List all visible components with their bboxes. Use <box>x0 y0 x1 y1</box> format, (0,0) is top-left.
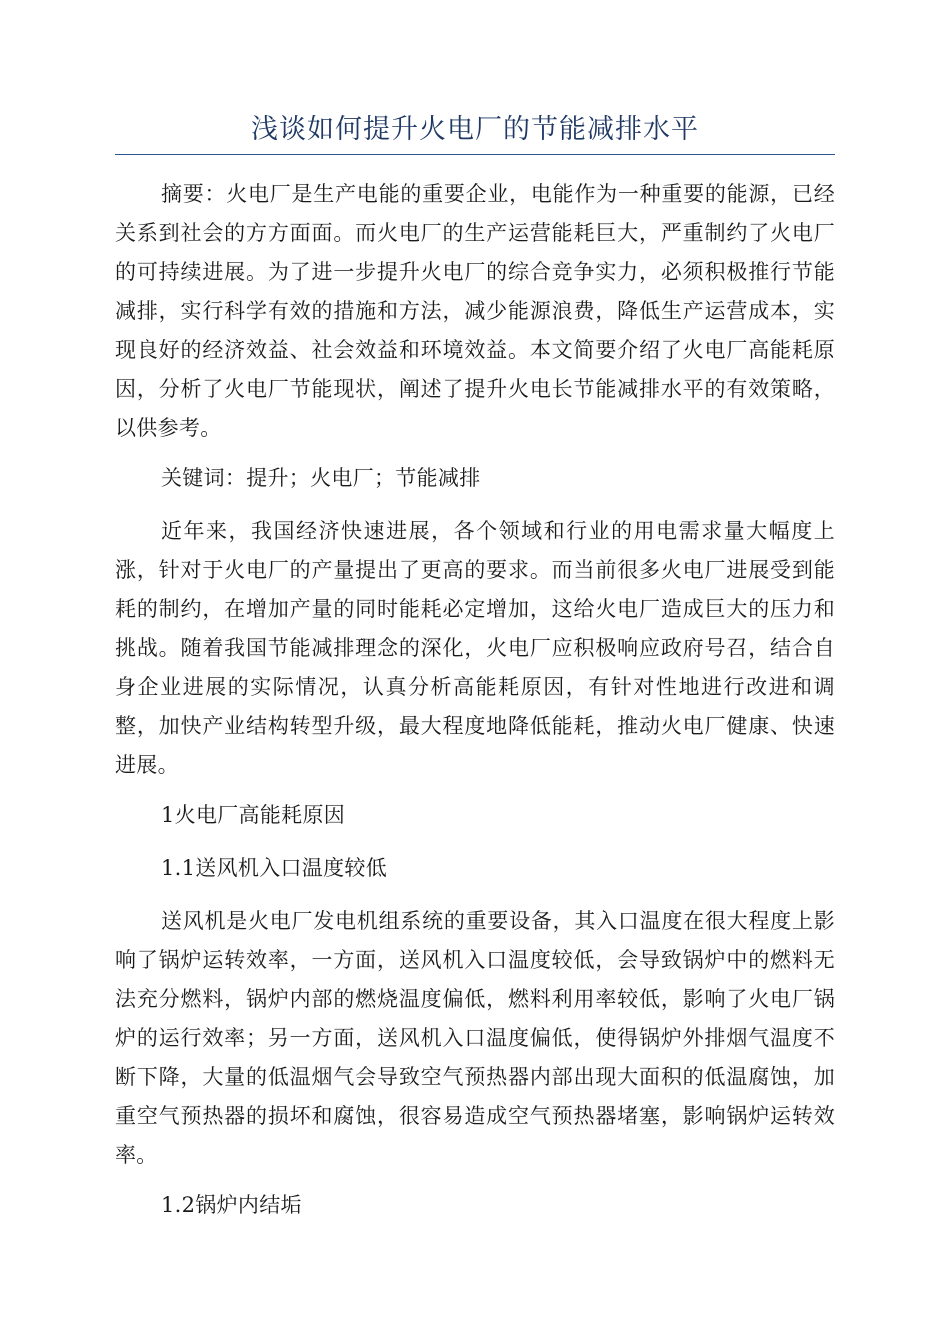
section-1-2-heading: 1.2锅炉内结垢 <box>161 1193 302 1217</box>
document-title: 浅谈如何提升火电厂的节能减排水平 <box>251 114 699 145</box>
section-1-1-heading: 1.1送风机入口温度较低 <box>161 856 387 880</box>
title-underline <box>115 154 835 155</box>
keywords-line: 关键词：提升；火电厂；节能减排 <box>161 466 481 490</box>
section-1-heading: 1火电厂高能耗原因 <box>161 803 346 827</box>
intro-paragraph: 近年来，我国经济快速进展，各个领域和行业的用电需求量大幅度上涨，针对于火电厂的产量提出了更高的要求。而当前很多火电厂进展受到能耗的制约，在增加产量的同时能耗必定增加，这给火电厂造成巨大的压力和挑战。随着我国节能减排理念的深化，火电厂应积极响应政府号召，结合自身企业进展的实际情况，认真分析高能耗原因，有针对性地进行改进和调整，加快产业结构转型升级，最大程度地降低能耗，推动火电厂健康、快速进展。 <box>115 519 835 777</box>
section-1-1-paragraph: 送风机是火电厂发电机组系统的重要设备，其入口温度在很大程度上影响了锅炉运转效率，一方面，送风机入口温度较低，会导致锅炉中的燃料无法充分燃料，锅炉内部的燃烧温度偏低，燃料利用率较低，影响了火电厂锅炉的运行效率；另一方面，送风机入口温度偏低，使得锅炉外排烟气温度不断下降，大量的低温烟气会导致空气预热器内部出现大面积的低温腐蚀，加重空气预热器的损坏和腐蚀，很容易造成空气预热器堵塞，影响锅炉运转效率。 <box>115 909 835 1167</box>
abstract-paragraph: 摘要：火电厂是生产电能的重要企业，电能作为一种重要的能源，已经关系到社会的方方面面。而火电厂的生产运营能耗巨大，严重制约了火电厂的可持续进展。为了进一步提升火电厂的综合竞争实力，必须积极推行节能减排，实行科学有效的措施和方法，减少能源浪费，降低生产运营成本，实现良好的经济效益、社会效益和环境效益。本文简要介绍了火电厂高能耗原因，分析了火电厂节能现状，阐述了提升火电长节能减排水平的有效策略，以供参考。 <box>115 182 835 440</box>
